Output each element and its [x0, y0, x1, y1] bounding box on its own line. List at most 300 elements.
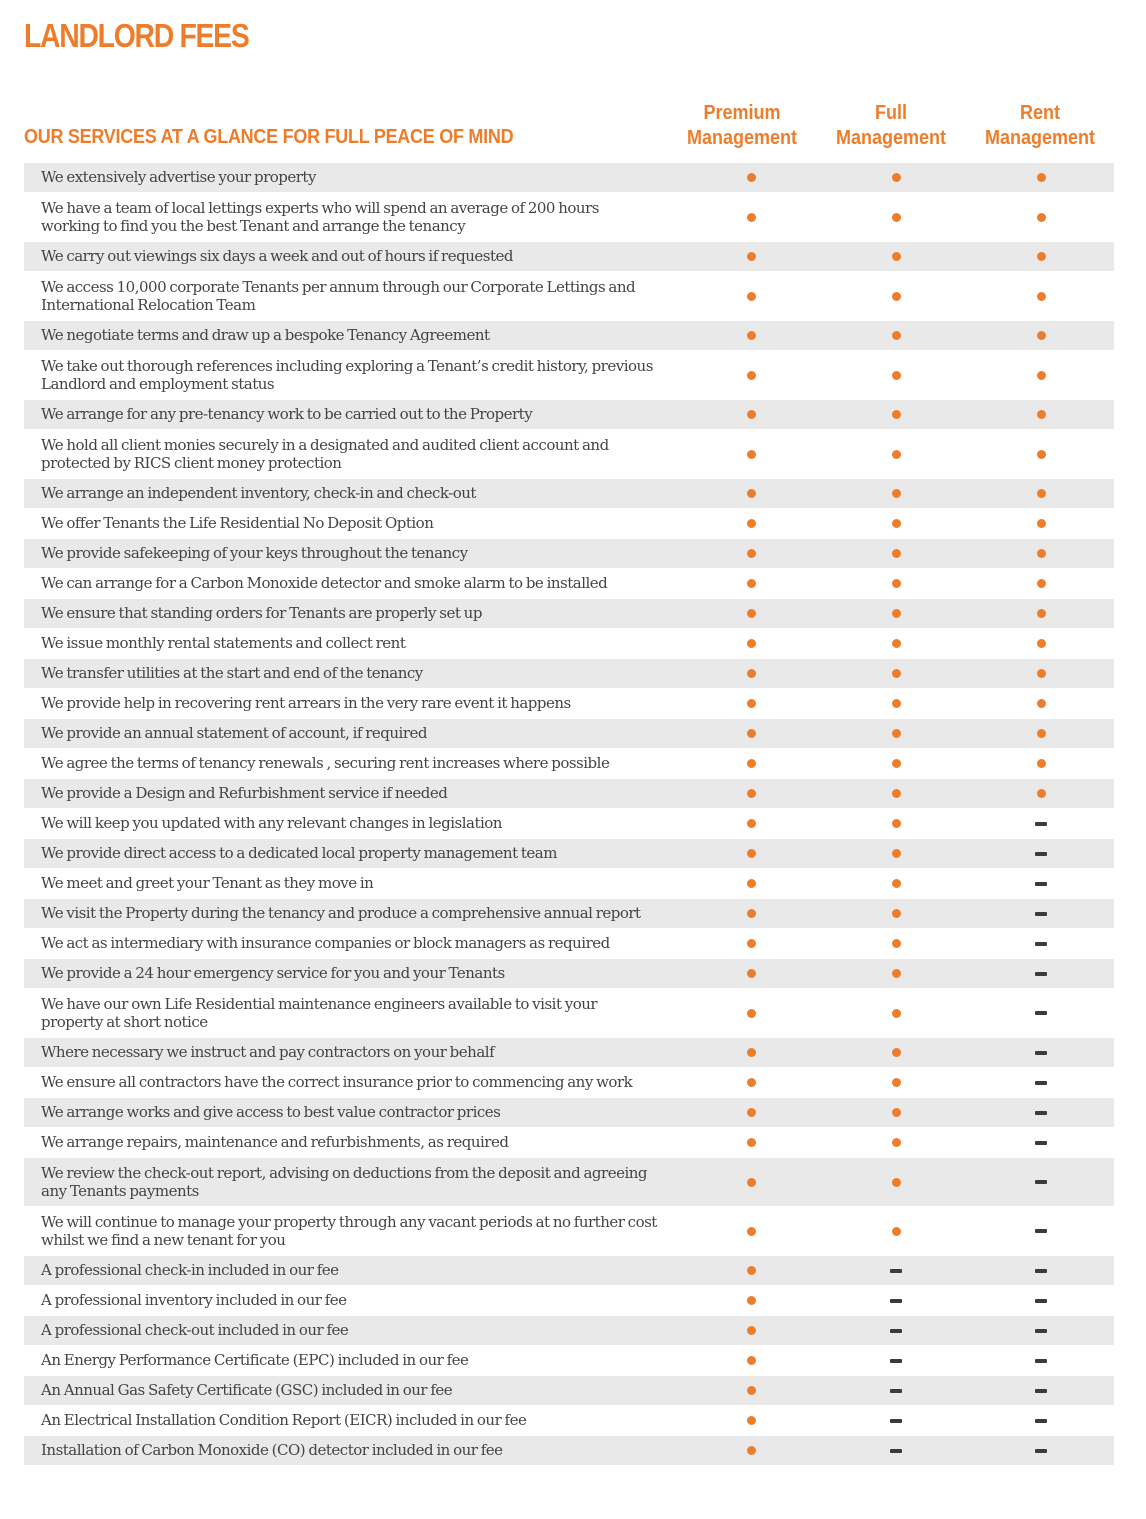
- table-row: [24, 163, 1114, 193]
- cell-rent: [969, 321, 1114, 350]
- included-dot-icon: [1037, 699, 1046, 708]
- included-dot-icon: [1037, 579, 1046, 588]
- cell-premium: [679, 1068, 824, 1097]
- included-dot-icon: [892, 450, 901, 459]
- included-dot-icon: [892, 849, 901, 858]
- service-description: We offer Tenants the Life Residential No Deposit Option: [41, 514, 434, 533]
- included-dot-icon: [892, 879, 901, 888]
- included-dot-icon: [892, 759, 901, 768]
- cell-full: [824, 779, 969, 808]
- not-included-dash-icon: [1035, 1141, 1047, 1145]
- cell-premium: [679, 430, 824, 478]
- cell-full: [824, 689, 969, 718]
- cell-rent: [969, 509, 1114, 538]
- cell-rent: [969, 689, 1114, 718]
- service-description: We will continue to manage your property through any vacant periods at no further cost whilst we find a new tenant for you: [41, 1212, 657, 1249]
- table-row: [24, 1316, 1114, 1346]
- cell-full: [824, 839, 969, 868]
- service-description: A professional inventory included in our fee: [41, 1291, 347, 1310]
- included-dot-icon: [892, 1138, 901, 1147]
- column-header-premium-management: [667, 101, 817, 151]
- cell-premium: [679, 719, 824, 748]
- cell-premium: [679, 959, 824, 988]
- included-dot-icon: [747, 729, 756, 738]
- not-included-dash-icon: [890, 1359, 902, 1363]
- included-dot-icon: [747, 519, 756, 528]
- table-row: [24, 272, 1114, 321]
- included-dot-icon: [747, 1446, 756, 1455]
- service-description: We provide direct access to a dedicated local property management team: [41, 844, 557, 863]
- cell-rent: [969, 869, 1114, 898]
- cell-premium: [679, 193, 824, 241]
- cell-full: [824, 1068, 969, 1097]
- not-included-dash-icon: [1035, 822, 1047, 826]
- cell-full: [824, 929, 969, 958]
- cell-premium: [679, 351, 824, 399]
- cell-full: [824, 989, 969, 1037]
- service-description: We arrange an independent inventory, check-in and check-out: [41, 484, 476, 503]
- cell-premium: [679, 1098, 824, 1127]
- cell-rent: [969, 400, 1114, 429]
- column-header-line: Management: [835, 127, 947, 149]
- included-dot-icon: [747, 1326, 756, 1335]
- service-description: An Energy Performance Certificate (EPC) included in our fee: [41, 1351, 469, 1370]
- cell-rent: [969, 430, 1114, 478]
- cell-rent: [969, 1207, 1114, 1255]
- cell-premium: [679, 400, 824, 429]
- service-description: We negotiate terms and draw up a bespoke Tenancy Agreement: [41, 326, 490, 345]
- not-included-dash-icon: [890, 1449, 902, 1453]
- cell-rent: [969, 629, 1114, 658]
- cell-rent: [969, 1376, 1114, 1405]
- included-dot-icon: [892, 410, 901, 419]
- cell-rent: [969, 1346, 1114, 1375]
- included-dot-icon: [747, 1048, 756, 1057]
- cell-full: [824, 1128, 969, 1157]
- table-row: [24, 351, 1114, 400]
- cell-premium: [679, 569, 824, 598]
- cell-premium: [679, 1038, 824, 1067]
- cell-rent: [969, 1436, 1114, 1465]
- cell-rent: [969, 1406, 1114, 1435]
- services-table: [24, 163, 1114, 1465]
- cell-premium: [679, 989, 824, 1037]
- cell-full: [824, 599, 969, 628]
- table-row: [24, 539, 1114, 569]
- included-dot-icon: [1037, 213, 1046, 222]
- included-dot-icon: [747, 669, 756, 678]
- service-description: We provide an annual statement of account, if required: [41, 724, 427, 743]
- included-dot-icon: [892, 819, 901, 828]
- included-dot-icon: [747, 789, 756, 798]
- cell-premium: [679, 809, 824, 838]
- included-dot-icon: [892, 213, 901, 222]
- cell-premium: [679, 629, 824, 658]
- column-header-rent-management: [965, 101, 1115, 151]
- column-header-line: Management: [984, 127, 1096, 149]
- cell-full: [824, 479, 969, 508]
- table-row: [24, 1128, 1114, 1158]
- table-row: [24, 839, 1114, 869]
- included-dot-icon: [892, 549, 901, 558]
- included-dot-icon: [1037, 639, 1046, 648]
- cell-full: [824, 509, 969, 538]
- not-included-dash-icon: [890, 1389, 902, 1393]
- included-dot-icon: [1037, 371, 1046, 380]
- cell-rent: [969, 272, 1114, 320]
- included-dot-icon: [1037, 252, 1046, 261]
- service-description: We provide safekeeping of your keys throughout the tenancy: [41, 544, 468, 563]
- not-included-dash-icon: [1035, 972, 1047, 976]
- cell-full: [824, 1098, 969, 1127]
- service-description: An Electrical Installation Condition Report (EICR) included in our fee: [41, 1411, 527, 1430]
- included-dot-icon: [1037, 609, 1046, 618]
- not-included-dash-icon: [890, 1269, 902, 1273]
- cell-premium: [679, 1256, 824, 1285]
- cell-rent: [969, 1158, 1114, 1206]
- included-dot-icon: [892, 519, 901, 528]
- included-dot-icon: [892, 669, 901, 678]
- cell-rent: [969, 1038, 1114, 1067]
- included-dot-icon: [747, 639, 756, 648]
- service-description: We have a team of local lettings experts who will spend an average of 200 hours working to find you the best Tenant and arrange the tenancy: [41, 198, 599, 235]
- table-row: [24, 509, 1114, 539]
- table-row: [24, 869, 1114, 899]
- service-description: We extensively advertise your property: [41, 168, 316, 187]
- table-row: [24, 1068, 1114, 1098]
- included-dot-icon: [747, 450, 756, 459]
- included-dot-icon: [1037, 729, 1046, 738]
- cell-full: [824, 430, 969, 478]
- not-included-dash-icon: [1035, 1229, 1047, 1233]
- cell-full: [824, 569, 969, 598]
- table-row: [24, 719, 1114, 749]
- not-included-dash-icon: [1035, 1111, 1047, 1115]
- included-dot-icon: [747, 1266, 756, 1275]
- service-description: We review the check-out report, advising on deductions from the deposit and agreeing any Tenants payments: [41, 1163, 648, 1200]
- service-description: We will keep you updated with any relevant changes in legislation: [41, 814, 502, 833]
- column-header-full-management: [816, 101, 966, 151]
- service-description: We issue monthly rental statements and collect rent: [41, 634, 406, 653]
- included-dot-icon: [1037, 549, 1046, 558]
- included-dot-icon: [747, 909, 756, 918]
- included-dot-icon: [747, 1356, 756, 1365]
- cell-rent: [969, 599, 1114, 628]
- not-included-dash-icon: [1035, 942, 1047, 946]
- included-dot-icon: [747, 609, 756, 618]
- not-included-dash-icon: [1035, 1269, 1047, 1273]
- cell-full: [824, 400, 969, 429]
- service-description: We access 10,000 corporate Tenants per annum through our Corporate Lettings and International Relocation Team: [41, 277, 636, 314]
- table-row: [24, 989, 1114, 1038]
- included-dot-icon: [747, 1138, 756, 1147]
- included-dot-icon: [892, 252, 901, 261]
- cell-full: [824, 1376, 969, 1405]
- included-dot-icon: [1037, 759, 1046, 768]
- included-dot-icon: [747, 849, 756, 858]
- included-dot-icon: [747, 699, 756, 708]
- not-included-dash-icon: [890, 1419, 902, 1423]
- table-row: [24, 1406, 1114, 1436]
- service-description: An Annual Gas Safety Certificate (GSC) included in our fee: [41, 1381, 453, 1400]
- included-dot-icon: [747, 292, 756, 301]
- table-row: [24, 959, 1114, 989]
- service-description: Where necessary we instruct and pay contractors on your behalf: [41, 1043, 495, 1062]
- service-description: We provide a 24 hour emergency service for you and your Tenants: [41, 964, 505, 983]
- included-dot-icon: [892, 609, 901, 618]
- cell-full: [824, 899, 969, 928]
- included-dot-icon: [747, 1108, 756, 1117]
- included-dot-icon: [1037, 489, 1046, 498]
- service-description: We meet and greet your Tenant as they move in: [41, 874, 374, 893]
- cell-full: [824, 749, 969, 778]
- included-dot-icon: [892, 699, 901, 708]
- included-dot-icon: [892, 939, 901, 948]
- cell-rent: [969, 1286, 1114, 1315]
- cell-premium: [679, 689, 824, 718]
- table-row: [24, 321, 1114, 351]
- cell-premium: [679, 869, 824, 898]
- cell-full: [824, 1316, 969, 1345]
- included-dot-icon: [747, 213, 756, 222]
- not-included-dash-icon: [1035, 1299, 1047, 1303]
- cell-full: [824, 1286, 969, 1315]
- column-header-line: Management: [686, 127, 798, 149]
- cell-full: [824, 719, 969, 748]
- service-description: A professional check-out included in our fee: [41, 1321, 349, 1340]
- included-dot-icon: [892, 729, 901, 738]
- included-dot-icon: [747, 173, 756, 182]
- cell-rent: [969, 539, 1114, 568]
- not-included-dash-icon: [1035, 852, 1047, 856]
- included-dot-icon: [747, 1386, 756, 1395]
- table-row: [24, 430, 1114, 479]
- cell-full: [824, 272, 969, 320]
- cell-premium: [679, 1286, 824, 1315]
- cell-premium: [679, 242, 824, 271]
- service-description: We take out thorough references including exploring a Tenant’s credit history, previous Landlord and employment status: [41, 356, 653, 393]
- cell-premium: [679, 1158, 824, 1206]
- table-row: [24, 1376, 1114, 1406]
- included-dot-icon: [1037, 331, 1046, 340]
- cell-rent: [969, 242, 1114, 271]
- service-description: We arrange works and give access to best value contractor prices: [41, 1103, 501, 1122]
- cell-full: [824, 1436, 969, 1465]
- table-row: [24, 1098, 1114, 1128]
- included-dot-icon: [892, 1009, 901, 1018]
- table-row: [24, 479, 1114, 509]
- cell-rent: [969, 839, 1114, 868]
- cell-premium: [679, 1376, 824, 1405]
- cell-full: [824, 1158, 969, 1206]
- included-dot-icon: [747, 1227, 756, 1236]
- cell-rent: [969, 1098, 1114, 1127]
- cell-premium: [679, 479, 824, 508]
- cell-rent: [969, 749, 1114, 778]
- cell-full: [824, 1207, 969, 1255]
- included-dot-icon: [747, 579, 756, 588]
- table-row: [24, 1436, 1114, 1465]
- cell-premium: [679, 1207, 824, 1255]
- service-description: We arrange repairs, maintenance and refurbishments, as required: [41, 1133, 509, 1152]
- cell-premium: [679, 929, 824, 958]
- cell-premium: [679, 1406, 824, 1435]
- cell-premium: [679, 1128, 824, 1157]
- not-included-dash-icon: [890, 1329, 902, 1333]
- service-description: We ensure all contractors have the correct insurance prior to commencing any work: [41, 1073, 633, 1092]
- cell-rent: [969, 163, 1114, 192]
- included-dot-icon: [747, 759, 756, 768]
- table-row: [24, 599, 1114, 629]
- service-description: A professional check-in included in our fee: [41, 1261, 339, 1280]
- cell-premium: [679, 899, 824, 928]
- cell-rent: [969, 779, 1114, 808]
- included-dot-icon: [892, 579, 901, 588]
- table-row: [24, 569, 1114, 599]
- not-included-dash-icon: [1035, 1051, 1047, 1055]
- included-dot-icon: [892, 292, 901, 301]
- not-included-dash-icon: [1035, 912, 1047, 916]
- cell-premium: [679, 749, 824, 778]
- cell-full: [824, 1346, 969, 1375]
- table-row: [24, 400, 1114, 430]
- service-description: We can arrange for a Carbon Monoxide detector and smoke alarm to be installed: [41, 574, 608, 593]
- included-dot-icon: [892, 371, 901, 380]
- cell-premium: [679, 659, 824, 688]
- cell-rent: [969, 659, 1114, 688]
- table-row: [24, 1207, 1114, 1256]
- included-dot-icon: [892, 1108, 901, 1117]
- cell-full: [824, 321, 969, 350]
- cell-premium: [679, 1436, 824, 1465]
- service-description: We carry out viewings six days a week and out of hours if requested: [41, 247, 513, 266]
- not-included-dash-icon: [1035, 1389, 1047, 1393]
- service-description: We visit the Property during the tenancy and produce a comprehensive annual report: [41, 904, 641, 923]
- not-included-dash-icon: [1035, 1359, 1047, 1363]
- included-dot-icon: [747, 331, 756, 340]
- table-row: [24, 929, 1114, 959]
- cell-rent: [969, 1128, 1114, 1157]
- cell-rent: [969, 479, 1114, 508]
- cell-premium: [679, 272, 824, 320]
- service-description: We act as intermediary with insurance companies or block managers as required: [41, 934, 610, 953]
- not-included-dash-icon: [890, 1299, 902, 1303]
- table-row: [24, 749, 1114, 779]
- included-dot-icon: [892, 331, 901, 340]
- cell-rent: [969, 1316, 1114, 1345]
- included-dot-icon: [747, 1009, 756, 1018]
- included-dot-icon: [747, 879, 756, 888]
- included-dot-icon: [1037, 410, 1046, 419]
- service-description: We provide a Design and Refurbishment service if needed: [41, 784, 448, 803]
- not-included-dash-icon: [1035, 1081, 1047, 1085]
- cell-rent: [969, 809, 1114, 838]
- section-heading: OUR SERVICES AT A GLANCE FOR FULL PEACE OF MIND: [24, 126, 514, 148]
- included-dot-icon: [892, 969, 901, 978]
- cell-rent: [969, 1068, 1114, 1097]
- column-header-line: Rent: [1019, 102, 1060, 124]
- included-dot-icon: [892, 1227, 901, 1236]
- cell-full: [824, 242, 969, 271]
- included-dot-icon: [1037, 519, 1046, 528]
- service-description: We have our own Life Residential maintenance engineers available to visit your property at short notice: [41, 994, 598, 1031]
- cell-rent: [969, 193, 1114, 241]
- table-row: [24, 779, 1114, 809]
- service-description: We agree the terms of tenancy renewals , securing rent increases where possible: [41, 754, 610, 773]
- not-included-dash-icon: [1035, 1329, 1047, 1333]
- not-included-dash-icon: [1035, 1449, 1047, 1453]
- cell-rent: [969, 719, 1114, 748]
- cell-full: [824, 351, 969, 399]
- table-row: [24, 629, 1114, 659]
- cell-full: [824, 193, 969, 241]
- included-dot-icon: [747, 1078, 756, 1087]
- cell-full: [824, 1256, 969, 1285]
- cell-premium: [679, 779, 824, 808]
- cell-premium: [679, 163, 824, 192]
- cell-premium: [679, 509, 824, 538]
- table-row: [24, 193, 1114, 242]
- included-dot-icon: [747, 252, 756, 261]
- included-dot-icon: [747, 969, 756, 978]
- service-description: Installation of Carbon Monoxide (CO) detector included in our fee: [41, 1441, 503, 1460]
- cell-rent: [969, 569, 1114, 598]
- included-dot-icon: [892, 489, 901, 498]
- cell-premium: [679, 539, 824, 568]
- included-dot-icon: [747, 939, 756, 948]
- cell-rent: [969, 899, 1114, 928]
- table-row: [24, 1286, 1114, 1316]
- cell-rent: [969, 351, 1114, 399]
- not-included-dash-icon: [1035, 1180, 1047, 1184]
- service-description: We ensure that standing orders for Tenants are properly set up: [41, 604, 482, 623]
- cell-rent: [969, 989, 1114, 1037]
- included-dot-icon: [892, 789, 901, 798]
- service-description: We hold all client monies securely in a designated and audited client account and protected by RICS client money protection: [41, 435, 609, 472]
- not-included-dash-icon: [1035, 1011, 1047, 1015]
- cell-full: [824, 539, 969, 568]
- not-included-dash-icon: [1035, 1419, 1047, 1423]
- table-row: [24, 659, 1114, 689]
- included-dot-icon: [1037, 669, 1046, 678]
- included-dot-icon: [892, 1048, 901, 1057]
- cell-full: [824, 959, 969, 988]
- column-header-line: Premium: [703, 102, 781, 124]
- cell-rent: [969, 959, 1114, 988]
- included-dot-icon: [892, 909, 901, 918]
- page-title: LANDLORD FEES: [24, 17, 249, 54]
- cell-full: [824, 869, 969, 898]
- included-dot-icon: [747, 1416, 756, 1425]
- cell-full: [824, 163, 969, 192]
- included-dot-icon: [892, 639, 901, 648]
- table-row: [24, 809, 1114, 839]
- cell-rent: [969, 1256, 1114, 1285]
- table-row: [24, 1158, 1114, 1207]
- cell-full: [824, 629, 969, 658]
- included-dot-icon: [747, 1178, 756, 1187]
- table-row: [24, 242, 1114, 272]
- cell-rent: [969, 929, 1114, 958]
- cell-full: [824, 659, 969, 688]
- included-dot-icon: [747, 489, 756, 498]
- table-row: [24, 1038, 1114, 1068]
- service-description: We arrange for any pre-tenancy work to be carried out to the Property: [41, 405, 533, 424]
- cell-premium: [679, 599, 824, 628]
- table-row: [24, 1346, 1114, 1376]
- included-dot-icon: [1037, 292, 1046, 301]
- table-row: [24, 899, 1114, 929]
